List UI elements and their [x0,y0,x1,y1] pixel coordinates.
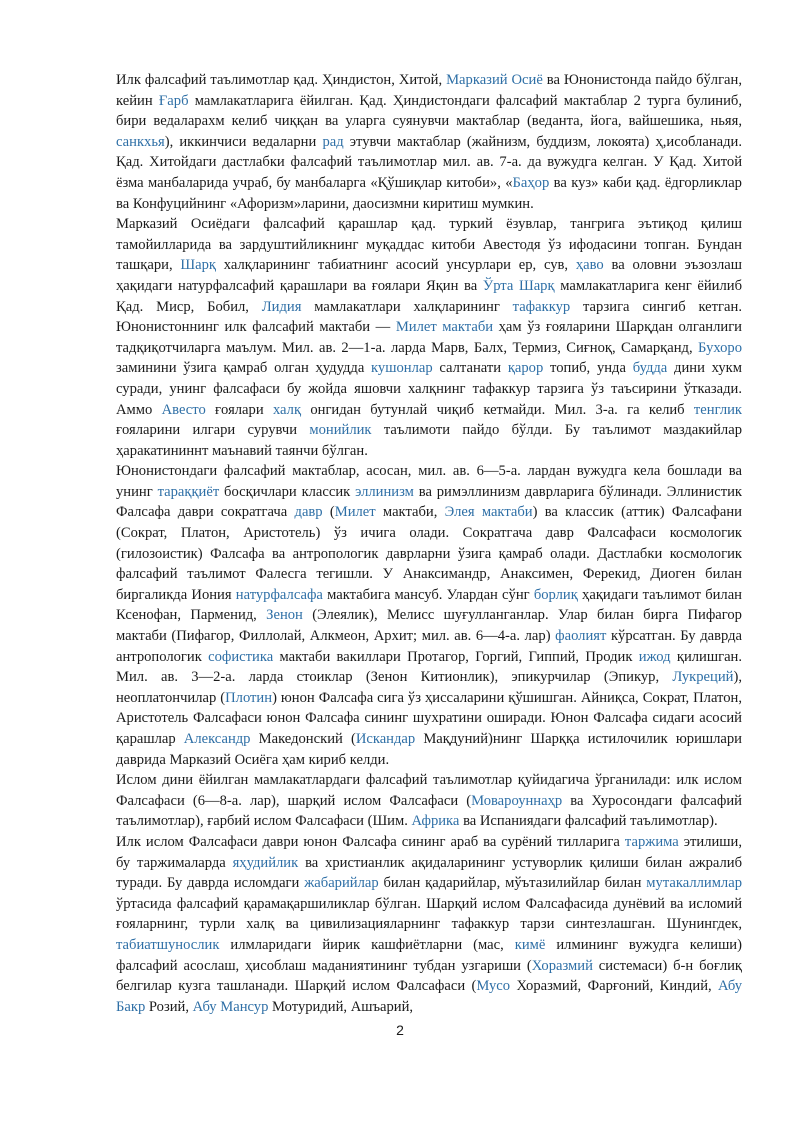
text-run: дини хукм суради, унинг фалсафаси бу жойда яшовчи халқнинг тафаккур тарзига ўз таъсирини ўтказади. Аммо [116,360,742,418]
text-run: салтанати [432,360,508,377]
text-run: ва римэллинизм даврларига бўлинади. Эллинистик Фалсафа даври сократгача [116,483,742,521]
text-run: босқичлари классик [219,483,356,500]
term-link[interactable]: кушонлар [371,360,433,377]
term-link[interactable]: будда [632,360,668,377]
term-link[interactable]: ҳаво [575,257,604,274]
text-run: Розий, [145,998,193,1015]
text-run: илмининг вужудга келиши) фалсафий асослаш, ҳисоблаш маданиятининг тубдан узгариши ( [116,936,742,974]
paragraph [116,461,742,770]
term-link[interactable]: борлиқ [533,586,578,603]
text-run: кўрсатган. Бу даврда антропологик [116,628,742,665]
text-run: ва оловни эъзозлаш ҳақидаги натурфалсафий қарашлари ва ғоялари Яқин ва [116,257,742,294]
term-link[interactable]: Лукреций [672,669,734,686]
text-run: (Элеялик), Мелисс шуғулланганлар. Улар билан бирга Пифагор мактаби (Пифагор, Филлолай, Алкмеон, Архит; мил. ав. 6—4-а. лар) [116,607,742,645]
text-run: халқларининг табиатнинг асосий унсурлари ер, сув, [215,257,576,274]
term-link[interactable]: таржима [624,833,679,850]
term-link[interactable]: Плотин [225,689,273,706]
term-link[interactable]: монийлик [309,422,372,439]
term-link[interactable]: Лидия [261,298,302,315]
term-link[interactable]: санкхья [116,133,165,150]
term-link[interactable]: табиатшунослик [116,936,220,953]
term-link[interactable]: софистика [208,648,274,665]
term-link[interactable]: кимё [514,936,546,953]
term-link[interactable]: тенглик [693,401,742,418]
text-run: ўртасида фалсафий қарамақаршиликлар бўлган. Шарқий ислом Фалсафасида дунёвий ва исломий ғояларнинг, турли халқ ва цивилизацияларнинг тафаккур тарзи синтезлашган. Шунингдек, [116,895,742,933]
term-link[interactable]: Элея мактаби [444,504,533,521]
text-run: ҳам ўз ғояларини Шарқдан олганлиги тадқиқотчиларга маълум. Мил. ав. 2—1-а. ларда Марв, Балх, Термиз, Сиғноқ, Самарқанд, [116,319,742,356]
term-link[interactable]: Милет мактаби [395,319,494,336]
text-run: системаси) б-н боғлиқ белгилар кузга ташланади. Шарқий ислом Фалсафаси ( [116,957,742,995]
term-link[interactable]: Шарқ [180,257,216,274]
text-run: ва Хуросондаги фалсафий таълимотлар), ғарбий ислом Фалсафаси (Шим. [116,792,742,830]
text-run: ғоялари [205,401,273,418]
text-run: ғояларини илгари сурувчи [116,422,310,439]
term-link[interactable]: Мусо [476,978,511,995]
text-run: ), иккинчиси ведаларни [164,133,323,150]
text-run: қилишган. Мил. ав. 3—2-а. ларда стоиклар (Зенон Китионлик), эпикурчилар (Эпикур, [116,648,743,686]
text-run: мамлакатларига ёйилган. Қад. Ҳиндистондаги фалсафий мактаблар 2 турга булиниб, бири ведаларахм келиб чиққан ва уларга суянувчи мактаблар (веданта, йога, вайшешика, ньяя, [116,92,742,130]
text-run: Македонский ( [250,731,356,747]
term-link[interactable]: Абу Бакр [116,978,742,1015]
text-run: билан қадарийлар, мўътазилийлар билан [378,875,647,892]
term-link[interactable]: Ўрта Шарқ [482,277,555,294]
text-run: ), неоплатончилар ( [116,669,742,706]
text-run: ва куз» каби қад. ёдгорликлар ва Конфуцийнинг «Афоризм»ларини, даосизмни киритиш мумкин. [116,174,742,212]
term-link[interactable]: яҳудийлик [232,854,299,871]
term-link[interactable]: тараққиёт [157,483,220,500]
term-link[interactable]: рад [322,133,344,150]
term-link[interactable]: Хоразмий [531,957,593,974]
text-run: таълимоти пайдо бўлди. Бу таълимот маздакийлар ҳаракатининнт маънавий таянчи бўлган. [116,422,742,459]
paragraph [116,70,742,214]
term-link[interactable]: Баҳор [512,174,550,191]
term-link[interactable]: Авесто [161,401,206,418]
text-run: ҳақидаги таълимот билан Ксенофан, Парменид, [116,586,742,624]
text-run: онгидан бутунлай чиқиб кетмайди. Мил. 3-а. га келиб [301,401,694,418]
term-link[interactable]: эллинизм [355,483,414,500]
paragraph [116,832,742,1017]
text-run: этувчи мактаблар (жайнизм, буддизм, локоята) ҳ,исобланади. Қад. Хитойдаги дастлабки фалсафий таълимотлар мил. ав. 7-а. да вужудга келган. У Қад. Хитой ёзма манбаларида учраб, бу манбаларга «Қўшиқлар китоби», « [116,133,742,191]
document-body [116,70,742,1017]
term-link[interactable]: жабарийлар [304,875,379,892]
term-link[interactable]: Мовароуннаҳр [471,792,563,809]
text-run: Юнонистондаги фалсафий мактаблар, асосан, мил. ав. 6—5-а. лардан вужудга кела бошлади ва унинг [116,463,742,500]
text-run: Марказий Осиёдаги фалсафий қарашлар қад. туркий ёзувлар, тангрига эътиқод қилиш тамойилларида ва зардуштийликнинг муқаддас китоби Авестодя ўз ифодасини топган. Бундан ташқари, [116,216,742,274]
text-run: илмларидаги йирик кашфиётларни (мас, [219,936,515,953]
text-run: ( [322,504,335,521]
term-link[interactable]: фаолият [555,628,607,645]
text-run: Илк ислом Фалсафаси даври юнон Фалсафа сининг араб ва сурёний тилларига [116,833,625,850]
term-link[interactable]: Африка [411,813,460,830]
term-link[interactable]: Ғарб [158,92,189,109]
text-run: мамлакатлари халқларининг [301,298,513,315]
page-number: 2 [396,1022,404,1038]
text-run: Мотуридий, Ашъарий, [268,998,414,1015]
term-link[interactable]: Милет [334,504,376,521]
term-link[interactable]: ижод [638,648,671,665]
text-run: мактабига мансуб. Улардан сўнг [322,586,534,603]
term-link[interactable]: қарор [507,360,544,377]
text-run: тарзига сингиб кетган. Юнонистоннинг илк фалсафий мактаби — [116,298,742,336]
term-link[interactable]: давр [294,504,323,521]
term-link[interactable]: халқ [272,401,302,418]
text-run: ва христианлик ақидаларининг устуворлик қилиши билан ажралиб туради. Бу даврда исломдаги [116,854,742,892]
term-link[interactable]: Марказий Осиё [446,72,543,88]
text-run: Хоразмий, Фарғоний, Киндий, [510,978,719,995]
text-run: заминини ўзига қамраб олган ҳудудда [116,360,372,377]
term-link[interactable]: тафаккур [512,298,571,315]
text-run: Мақдуний)нинг Шарққа истилочилик юришлари даврида Марказий Осиёга ҳам кириб келди. [116,731,742,768]
text-run: Илк фалсафий таълимотлар қад. Ҳиндистон, Хитой, [116,72,447,88]
term-link[interactable]: Абу Мансур [192,998,269,1015]
text-run: топиб, унда [543,360,633,377]
text-run: мамлакатларига кенг ёйилиб Қад. Миср, Бобил, [116,277,743,315]
text-run: этилиши, бу таржималарда [116,833,742,871]
term-link[interactable]: Александр [183,731,251,747]
term-link[interactable]: мутакаллимлар [646,875,742,892]
text-run: Ислом дини ёйилган мамлакатлардаги фалсафий таълимотлар қуйидагича ўрганилади: илк ислом Фалсафаси (6—8-а. лар), шарқий ислом Фалсафаси ( [116,772,742,809]
term-link[interactable]: Бухоро [698,339,742,356]
text-run: мактаби вакиллари Протагор, Горгий, Гиппий, Продик [273,648,639,665]
text-run: ) юнон Фалсафа сига ўз ҳиссаларини қўшишган. Айниқса, Сократ, Платон, Аристотель Фалсафаси юнон Фалсафа сининг шухратини оширади. Юнон Фалсафа сидаги асосий қарашлар [116,689,742,747]
paragraph [116,770,742,832]
text-run: мактаби, [375,504,445,521]
paragraph [116,214,742,461]
term-link[interactable]: натурфалсафа [235,586,323,603]
text-run: ва Испаниядаги фалсафий таълимотлар). [459,813,718,830]
term-link[interactable]: Зенон [266,607,303,624]
term-link[interactable]: Искандар [355,731,416,747]
text-run: ва Юнонистонда пайдо бўлган, кейин [116,72,742,109]
text-run: ) ва классик (аттик) Фалсафани (Сократ, Платон, Аристотель) ўз ичига олади. Сократгача давр Фалсафаси космологик (гилозоистик) Фалсафа ва антропологик даврларни ўзига қамраб олади. Дастлабки космологик фалсафий таълимот Фалесга тегишли. У Анаксимандр, Анаксимен, Ферекид, Диоген билан биргаликда Иония [116,504,742,603]
